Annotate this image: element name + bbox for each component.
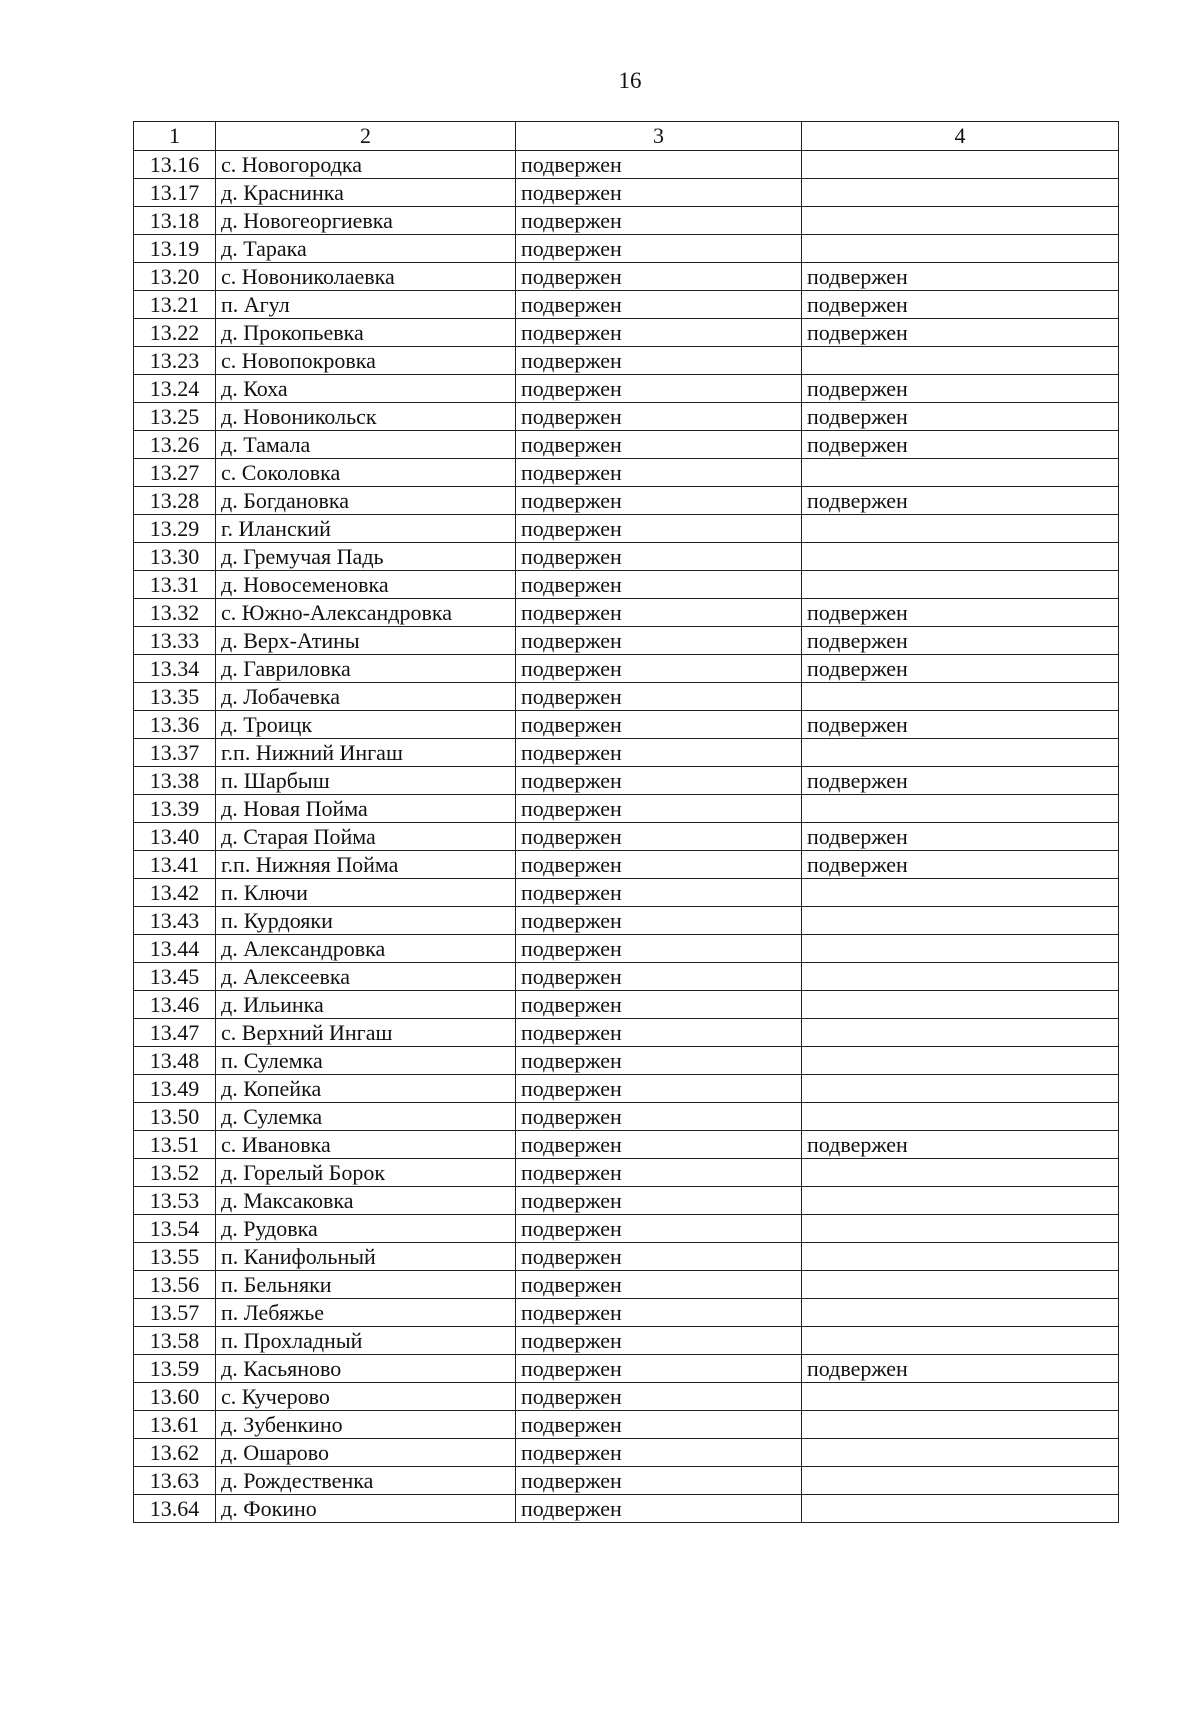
settlement-name: д. Копейка [216,1075,516,1103]
row-number: 13.45 [134,963,216,991]
column-3-value: подвержен [516,991,802,1019]
column-3-value: подвержен [516,655,802,683]
column-3-value: подвержен [516,1495,802,1523]
column-3-value: подвержен [516,1047,802,1075]
settlement-name: д. Краснинка [216,179,516,207]
column-3-value: подвержен [516,1103,802,1131]
settlement-name: д. Верх-Атины [216,627,516,655]
column-3-value: подвержен [516,823,802,851]
table-row [134,1047,1119,1075]
row-number: 13.64 [134,1495,216,1523]
table-row [134,627,1119,655]
column-3-value: подвержен [516,1327,802,1355]
settlement-name: д. Алексеевка [216,963,516,991]
settlement-name: д. Горелый Борок [216,1159,516,1187]
column-3-value: подвержен [516,1243,802,1271]
row-number: 13.22 [134,319,216,347]
row-number: 13.25 [134,403,216,431]
row-number: 13.62 [134,1439,216,1467]
row-number: 13.51 [134,1131,216,1159]
table-row [134,1355,1119,1383]
row-number: 13.24 [134,375,216,403]
column-3-value: подвержен [516,487,802,515]
settlements-table [133,121,1119,1523]
table-row [134,711,1119,739]
table-row [134,795,1119,823]
column-4-value [802,179,1119,207]
column-3-value: подвержен [516,459,802,487]
column-4-value [802,151,1119,179]
settlement-name: д. Касьяново [216,1355,516,1383]
column-3-value: подвержен [516,151,802,179]
row-number: 13.48 [134,1047,216,1075]
row-number: 13.34 [134,655,216,683]
column-4-value [802,1327,1119,1355]
column-3-value: подвержен [516,795,802,823]
row-number: 13.53 [134,1187,216,1215]
table-row [134,683,1119,711]
table-row [134,179,1119,207]
settlement-name: д. Рождественка [216,1467,516,1495]
settlement-name: д. Рудовка [216,1215,516,1243]
row-number: 13.29 [134,515,216,543]
settlement-name: п. Шарбыш [216,767,516,795]
table-row [134,235,1119,263]
column-4-value [802,1159,1119,1187]
column-4-value [802,795,1119,823]
column-3-value: подвержен [516,739,802,767]
settlement-name: д. Зубенкино [216,1411,516,1439]
table-row [134,879,1119,907]
row-number: 13.32 [134,599,216,627]
table-row [134,991,1119,1019]
row-number: 13.41 [134,851,216,879]
column-4-value: подвержен [802,291,1119,319]
settlement-name: д. Лобачевка [216,683,516,711]
row-number: 13.33 [134,627,216,655]
table-row [134,1271,1119,1299]
table-row [134,1019,1119,1047]
row-number: 13.61 [134,1411,216,1439]
column-4-value: подвержен [802,711,1119,739]
column-4-value: подвержен [802,851,1119,879]
column-4-value: подвержен [802,319,1119,347]
column-3-value: подвержен [516,1439,802,1467]
column-4-value [802,207,1119,235]
row-number: 13.44 [134,935,216,963]
row-number: 13.57 [134,1299,216,1327]
column-3-value: подвержен [516,879,802,907]
table-row [134,431,1119,459]
row-number: 13.37 [134,739,216,767]
row-number: 13.43 [134,907,216,935]
table-row [134,1075,1119,1103]
column-3-value: подвержен [516,1299,802,1327]
row-number: 13.16 [134,151,216,179]
table-row [134,403,1119,431]
row-number: 13.26 [134,431,216,459]
settlement-name: п. Ключи [216,879,516,907]
settlement-name: с. Новогородка [216,151,516,179]
column-4-value [802,1019,1119,1047]
table-row [134,319,1119,347]
column-4-value [802,1467,1119,1495]
table-row [134,935,1119,963]
row-number: 13.23 [134,347,216,375]
column-4-value [802,991,1119,1019]
row-number: 13.63 [134,1467,216,1495]
column-4-value [802,907,1119,935]
settlement-name: г.п. Нижняя Пойма [216,851,516,879]
table-row [134,263,1119,291]
column-4-value: подвержен [802,403,1119,431]
column-4-value [802,1075,1119,1103]
settlement-name: д. Ошарово [216,1439,516,1467]
column-4-value [802,1495,1119,1523]
column-3-value: подвержен [516,1075,802,1103]
row-number: 13.21 [134,291,216,319]
column-3-value: подвержен [516,235,802,263]
settlement-name: п. Курдояки [216,907,516,935]
column-4-value: подвержен [802,655,1119,683]
column-4-value [802,963,1119,991]
table-row [134,1215,1119,1243]
table-row [134,347,1119,375]
column-4-value [802,515,1119,543]
column-4-value [802,1299,1119,1327]
table-row [134,487,1119,515]
settlement-name: п. Прохладный [216,1327,516,1355]
settlement-name: с. Южно-Александровка [216,599,516,627]
column-4-value [802,739,1119,767]
column-4-value [802,1215,1119,1243]
column-3-value: подвержен [516,599,802,627]
table-row [134,1159,1119,1187]
column-3-value: подвержен [516,431,802,459]
column-4-value: подвержен [802,1355,1119,1383]
column-3-value: подвержен [516,1467,802,1495]
table-row [134,1495,1119,1523]
row-number: 13.35 [134,683,216,711]
row-number: 13.47 [134,1019,216,1047]
table-row [134,767,1119,795]
column-3-value: подвержен [516,347,802,375]
column-4-value [802,879,1119,907]
column-4-value [802,1103,1119,1131]
column-4-value: подвержен [802,627,1119,655]
table-body [134,151,1119,1523]
row-number: 13.49 [134,1075,216,1103]
row-number: 13.17 [134,179,216,207]
settlement-name: д. Сулемка [216,1103,516,1131]
column-3-value: подвержен [516,543,802,571]
table-row [134,459,1119,487]
column-3-value: подвержен [516,1271,802,1299]
settlement-name: д. Старая Пойма [216,823,516,851]
settlement-name: д. Тамала [216,431,516,459]
column-header-3: 3 [516,122,802,151]
column-3-value: подвержен [516,935,802,963]
row-number: 13.52 [134,1159,216,1187]
column-3-value: подвержен [516,319,802,347]
column-4-value [802,459,1119,487]
settlement-name: д. Новая Пойма [216,795,516,823]
table-row [134,599,1119,627]
settlement-name: д. Гавриловка [216,655,516,683]
page-number: 16 [618,68,642,93]
column-3-value: подвержен [516,403,802,431]
column-3-value: подвержен [516,1019,802,1047]
row-number: 13.31 [134,571,216,599]
settlement-name: с. Ивановка [216,1131,516,1159]
row-number: 13.19 [134,235,216,263]
settlement-name: д. Коха [216,375,516,403]
table-row [134,1243,1119,1271]
row-number: 13.36 [134,711,216,739]
settlement-name: п. Канифольный [216,1243,516,1271]
settlement-name: д. Богдановка [216,487,516,515]
settlement-name: п. Бельняки [216,1271,516,1299]
column-3-value: подвержен [516,851,802,879]
column-4-value [802,571,1119,599]
column-3-value: подвержен [516,1159,802,1187]
settlement-name: д. Александровка [216,935,516,963]
table-row [134,1411,1119,1439]
row-number: 13.55 [134,1243,216,1271]
column-4-value: подвержен [802,375,1119,403]
table-row [134,1299,1119,1327]
column-3-value: подвержен [516,1215,802,1243]
row-number: 13.38 [134,767,216,795]
row-number: 13.54 [134,1215,216,1243]
settlement-name: д. Тарака [216,235,516,263]
table-row [134,515,1119,543]
settlement-name: с. Верхний Ингаш [216,1019,516,1047]
table-row [134,151,1119,179]
column-4-value: подвержен [802,823,1119,851]
column-3-value: подвержен [516,627,802,655]
settlement-name: д. Прокопьевка [216,319,516,347]
column-4-value: подвержен [802,431,1119,459]
column-3-value: подвержен [516,291,802,319]
column-4-value [802,347,1119,375]
column-header-1: 1 [134,122,216,151]
row-number: 13.50 [134,1103,216,1131]
table-row [134,207,1119,235]
settlement-name: д. Троицк [216,711,516,739]
table-row [134,1327,1119,1355]
row-number: 13.42 [134,879,216,907]
column-3-value: подвержен [516,375,802,403]
settlement-name: д. Гремучая Падь [216,543,516,571]
table-row [134,543,1119,571]
settlement-name: д. Ильинка [216,991,516,1019]
column-4-value [802,935,1119,963]
table-row [134,1187,1119,1215]
row-number: 13.46 [134,991,216,1019]
table-row [134,375,1119,403]
column-3-value: подвержен [516,963,802,991]
row-number: 13.60 [134,1383,216,1411]
column-4-value: подвержен [802,1131,1119,1159]
row-number: 13.28 [134,487,216,515]
row-number: 13.18 [134,207,216,235]
settlement-name: д. Новосеменовка [216,571,516,599]
column-3-value: подвержен [516,1355,802,1383]
settlement-name: д. Максаковка [216,1187,516,1215]
column-3-value: подвержен [516,1131,802,1159]
column-4-value [802,1439,1119,1467]
column-3-value: подвержен [516,263,802,291]
settlement-name: п. Агул [216,291,516,319]
table-row [134,823,1119,851]
column-4-value [802,543,1119,571]
column-4-value: подвержен [802,599,1119,627]
settlement-name: п. Сулемка [216,1047,516,1075]
row-number: 13.56 [134,1271,216,1299]
settlement-name: д. Фокино [216,1495,516,1523]
column-4-value [802,1047,1119,1075]
table-row [134,655,1119,683]
table-row [134,907,1119,935]
column-4-value [802,1243,1119,1271]
column-header-4: 4 [802,122,1119,151]
column-4-value: подвержен [802,487,1119,515]
column-3-value: подвержен [516,767,802,795]
column-4-value: подвержен [802,767,1119,795]
row-number: 13.39 [134,795,216,823]
table-row [134,1131,1119,1159]
settlement-name: д. Новоникольск [216,403,516,431]
column-3-value: подвержен [516,907,802,935]
column-4-value: подвержен [802,263,1119,291]
column-4-value [802,1411,1119,1439]
table-row [134,851,1119,879]
column-3-value: подвержен [516,1187,802,1215]
row-number: 13.20 [134,263,216,291]
column-4-value [802,1271,1119,1299]
table-row [134,739,1119,767]
table-row [134,963,1119,991]
column-3-value: подвержен [516,179,802,207]
settlement-name: с. Новониколаевка [216,263,516,291]
column-header-2: 2 [216,122,516,151]
row-number: 13.27 [134,459,216,487]
table-row [134,1439,1119,1467]
settlement-name: с. Кучерово [216,1383,516,1411]
row-number: 13.40 [134,823,216,851]
settlement-name: с. Соколовка [216,459,516,487]
row-number: 13.59 [134,1355,216,1383]
column-3-value: подвержен [516,1411,802,1439]
table-row [134,1467,1119,1495]
column-3-value: подвержен [516,571,802,599]
row-number: 13.58 [134,1327,216,1355]
column-4-value [802,683,1119,711]
settlement-name: п. Лебяжье [216,1299,516,1327]
column-3-value: подвержен [516,515,802,543]
column-4-value [802,1187,1119,1215]
table-row [134,1103,1119,1131]
column-3-value: подвержен [516,1383,802,1411]
table-row [134,571,1119,599]
column-4-value [802,1383,1119,1411]
column-3-value: подвержен [516,683,802,711]
table-row [134,291,1119,319]
column-4-value [802,235,1119,263]
column-3-value: подвержен [516,711,802,739]
settlement-name: с. Новопокровка [216,347,516,375]
column-3-value: подвержен [516,207,802,235]
settlement-name: г.п. Нижний Ингаш [216,739,516,767]
table-header-row [134,122,1119,151]
row-number: 13.30 [134,543,216,571]
settlement-name: д. Новогеоргиевка [216,207,516,235]
table-row [134,1383,1119,1411]
settlement-name: г. Иланский [216,515,516,543]
